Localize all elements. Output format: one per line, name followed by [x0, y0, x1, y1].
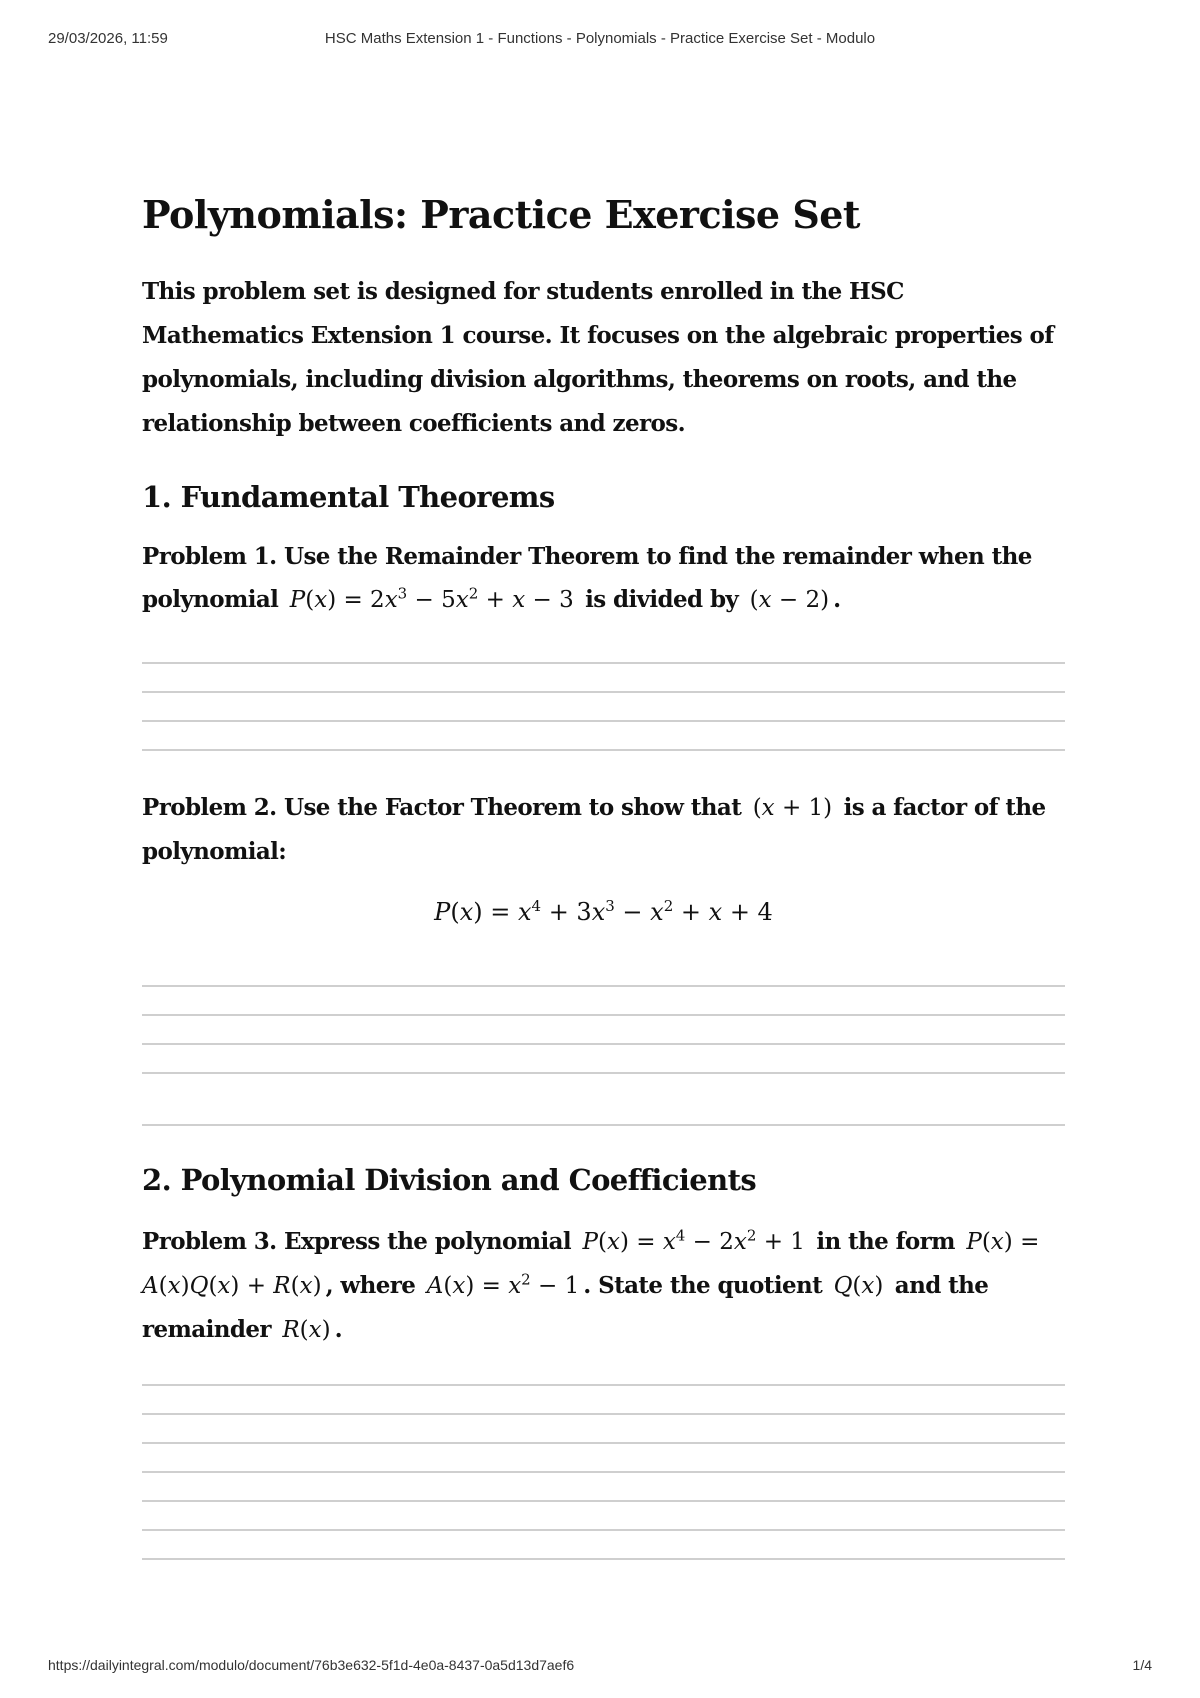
section-heading-2: 2. Polynomial Division and Coefficients	[142, 1163, 757, 1197]
print-title: HSC Maths Extension 1 - Functions - Polynomials - Practice Exercise Set - Modulo	[324, 30, 876, 47]
problem-label: Problem 1.	[142, 543, 277, 570]
answer-line[interactable]	[142, 1502, 1065, 1531]
problem-text: .	[334, 1316, 343, 1343]
answer-line[interactable]	[142, 722, 1065, 751]
problem-label: Problem 2.	[142, 794, 277, 821]
answer-line[interactable]	[142, 693, 1065, 722]
problem-text: Use the Remainder Theorem to find the remainder when the polynomial	[142, 543, 1032, 613]
answer-line[interactable]	[142, 956, 1065, 987]
answer-lines[interactable]	[142, 1354, 1065, 1560]
answer-line[interactable]	[142, 664, 1065, 693]
math-expression: $A(x) = x^2 - 1$	[426, 1270, 580, 1299]
math-expression: P(x) = A(x)Q(x) + R(x)	[142, 1229, 1040, 1299]
display-equation: $P(x) = x^4 + 3x^3 - x^2 + x + 4$	[434, 897, 773, 926]
problem-text: . State the quotient	[583, 1272, 823, 1299]
problem-text: Use the Factor Theorem to show that	[283, 794, 742, 821]
math-expression: $P(x) = 2x^3 - 5x^2 + x - 3$	[289, 584, 574, 613]
intro-paragraph: This problem set is designed for students enrolled in the HSC Mathematics Extension 1 course. It focuses on the algebraic properties of polynomials, including division algorithms, theorems on roots, and the relationship between coefficients and zeros.	[142, 278, 1054, 437]
page-title: Polynomials: Practice Exercise Set	[142, 192, 860, 237]
problem-text: Express the polynomial	[283, 1228, 572, 1255]
print-header	[48, 30, 1152, 52]
print-footer	[48, 1657, 1152, 1679]
answer-line[interactable]	[142, 1016, 1065, 1045]
problem-text: and the remainder	[142, 1272, 989, 1343]
answer-line[interactable]	[142, 1354, 1065, 1386]
math-expression: (x − 2)	[749, 587, 830, 613]
section-heading-1: 1. Fundamental Theorems	[142, 480, 555, 514]
document-url[interactable]: https://dailyintegral.com/modulo/document/76b3e632-5f1d-4e0a-8437-0a5d13d7aef6	[48, 1657, 575, 1673]
answer-lines[interactable]	[142, 632, 1065, 751]
math-expression: $P(x) = x^4 - 2x^2 + 1$	[582, 1226, 805, 1255]
problem-label: Problem 3.	[142, 1228, 277, 1255]
problem-text: is divided by	[585, 586, 739, 613]
answer-line[interactable]	[142, 632, 1065, 664]
problem-2	[142, 786, 1065, 873]
problem-1	[142, 535, 1065, 622]
page-number: 1/4	[1132, 1657, 1152, 1673]
answer-lines[interactable]	[142, 956, 1065, 1126]
answer-line[interactable]	[142, 1074, 1065, 1126]
answer-line[interactable]	[142, 1444, 1065, 1473]
math-expression: Q(x)	[833, 1273, 884, 1299]
problem-3	[142, 1220, 1065, 1352]
problem-text: .	[833, 586, 841, 613]
math-expression: (x + 1)	[752, 795, 833, 821]
problem-text: , where	[325, 1272, 416, 1299]
answer-line[interactable]	[142, 1045, 1065, 1074]
answer-line[interactable]	[142, 987, 1065, 1016]
answer-line[interactable]	[142, 1415, 1065, 1444]
answer-line[interactable]	[142, 1386, 1065, 1415]
answer-line[interactable]	[142, 1473, 1065, 1502]
problem-text: is a factor of the polynomial:	[142, 794, 1046, 865]
math-expression: R(x)	[282, 1317, 331, 1343]
problem-text: in the form	[816, 1228, 955, 1255]
print-datetime: 29/03/2026, 11:59	[48, 30, 168, 47]
answer-line[interactable]	[142, 1531, 1065, 1560]
